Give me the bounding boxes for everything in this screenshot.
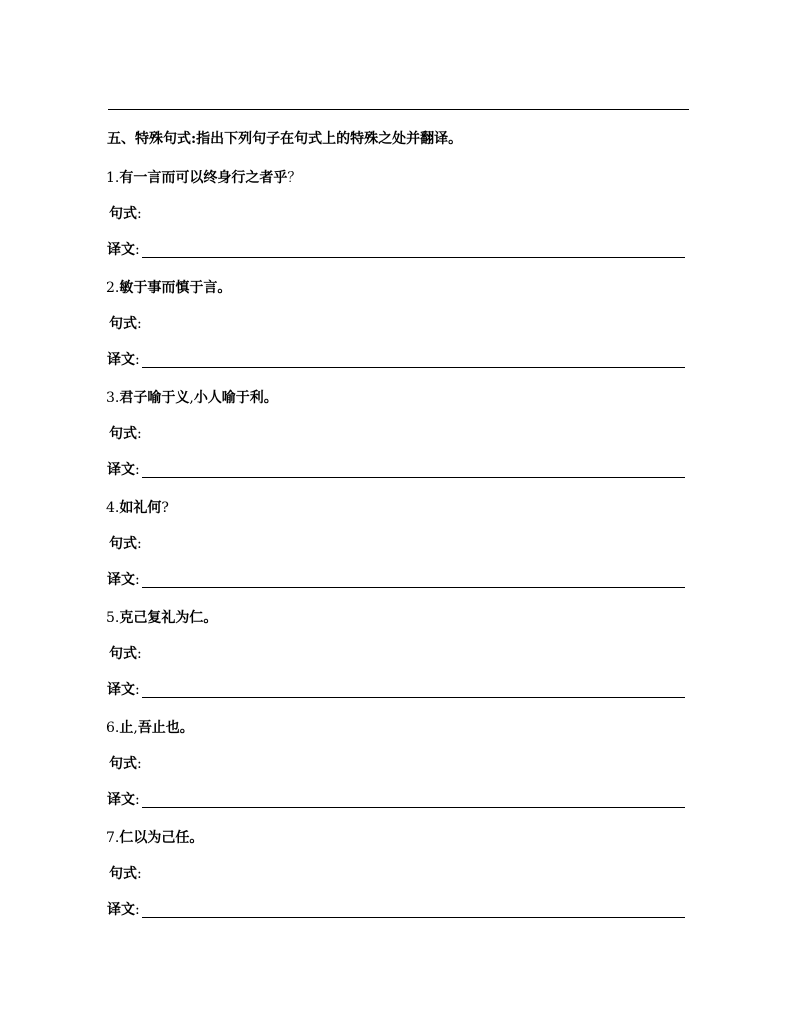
- question-body: 止: [119, 720, 134, 736]
- translation-colon: :: [135, 572, 140, 588]
- question-text: [106, 607, 217, 629]
- question-body: 敏于事而慎于言。: [119, 280, 232, 296]
- question-number: 5.: [106, 610, 120, 626]
- question-number: 3.: [106, 390, 120, 406]
- question-number: 2.: [106, 280, 120, 296]
- pattern-colon: :: [137, 756, 142, 772]
- question-punct: ?: [161, 500, 169, 516]
- question-body: 君子喻于义: [119, 390, 190, 406]
- section-title: 五、特殊句式:指出下列句子在句式上的特殊之处并翻译。: [107, 131, 463, 147]
- question-number: 6.: [106, 720, 120, 736]
- question-number: 7.: [106, 830, 120, 846]
- question-number: 4.: [106, 500, 120, 516]
- question-text: [106, 497, 169, 519]
- translation-label: [107, 349, 140, 371]
- question-body: 仁以为己任。: [119, 830, 204, 846]
- translation-label-text: 译文: [107, 242, 135, 258]
- pattern-colon: :: [137, 316, 142, 332]
- pattern-label-text: 句式: [109, 206, 137, 222]
- pattern-colon: :: [137, 206, 142, 222]
- pattern-colon: :: [137, 536, 142, 552]
- question-text: [106, 277, 231, 299]
- header-rule: [108, 109, 689, 110]
- question-body-2: 小人喻于利。: [193, 390, 278, 406]
- question-body-2: 吾止也。: [137, 720, 194, 736]
- translation-colon: :: [135, 902, 140, 918]
- pattern-label: [109, 423, 142, 445]
- translation-label-text: 译文: [107, 572, 135, 588]
- question-text: [106, 717, 194, 739]
- translation-colon: :: [135, 462, 140, 478]
- translation-answer-line[interactable]: [142, 587, 685, 588]
- translation-colon: :: [135, 682, 140, 698]
- translation-answer-line[interactable]: [142, 477, 685, 478]
- question-punct: ？: [287, 170, 302, 186]
- translation-label-text: 译文: [107, 792, 135, 808]
- question-punct: ,: [189, 390, 194, 406]
- translation-answer-line[interactable]: [142, 697, 685, 698]
- pattern-label-text: 句式: [109, 866, 137, 882]
- question-text: [106, 827, 203, 849]
- question-number: 1.: [106, 170, 120, 186]
- pattern-label-text: 句式: [109, 536, 137, 552]
- translation-label: [107, 789, 140, 811]
- question-text: [106, 387, 278, 409]
- pattern-label: [109, 863, 142, 885]
- translation-label-text: 译文: [107, 902, 135, 918]
- translation-answer-line[interactable]: [142, 367, 685, 368]
- translation-label-text: 译文: [107, 352, 135, 368]
- question-body: 克己复礼为仁。: [119, 610, 218, 626]
- translation-colon: :: [135, 242, 140, 258]
- translation-answer-line[interactable]: [142, 257, 685, 258]
- pattern-label-text: 句式: [109, 426, 137, 442]
- translation-label-text: 译文: [107, 682, 135, 698]
- pattern-label: [109, 533, 142, 555]
- translation-label-text: 译文: [107, 462, 135, 478]
- pattern-label-text: 句式: [109, 316, 137, 332]
- translation-label: [107, 459, 140, 481]
- pattern-label: [109, 203, 142, 225]
- translation-label: [107, 569, 140, 591]
- translation-answer-line[interactable]: [142, 807, 685, 808]
- translation-label: [107, 239, 140, 261]
- translation-colon: :: [135, 352, 140, 368]
- pattern-label: [109, 753, 142, 775]
- pattern-colon: :: [137, 426, 142, 442]
- translation-label: [107, 679, 140, 701]
- question-punct: ,: [133, 720, 138, 736]
- pattern-label-text: 句式: [109, 646, 137, 662]
- translation-colon: :: [135, 792, 140, 808]
- question-text: [106, 167, 301, 189]
- question-body: 如礼何: [119, 500, 162, 516]
- pattern-colon: :: [137, 646, 142, 662]
- pattern-label: [109, 313, 142, 335]
- question-body: 有一言而可以终身行之者乎: [119, 170, 288, 186]
- translation-label: [107, 899, 140, 921]
- pattern-label: [109, 643, 142, 665]
- pattern-colon: :: [137, 866, 142, 882]
- pattern-label-text: 句式: [109, 756, 137, 772]
- translation-answer-line[interactable]: [142, 917, 685, 918]
